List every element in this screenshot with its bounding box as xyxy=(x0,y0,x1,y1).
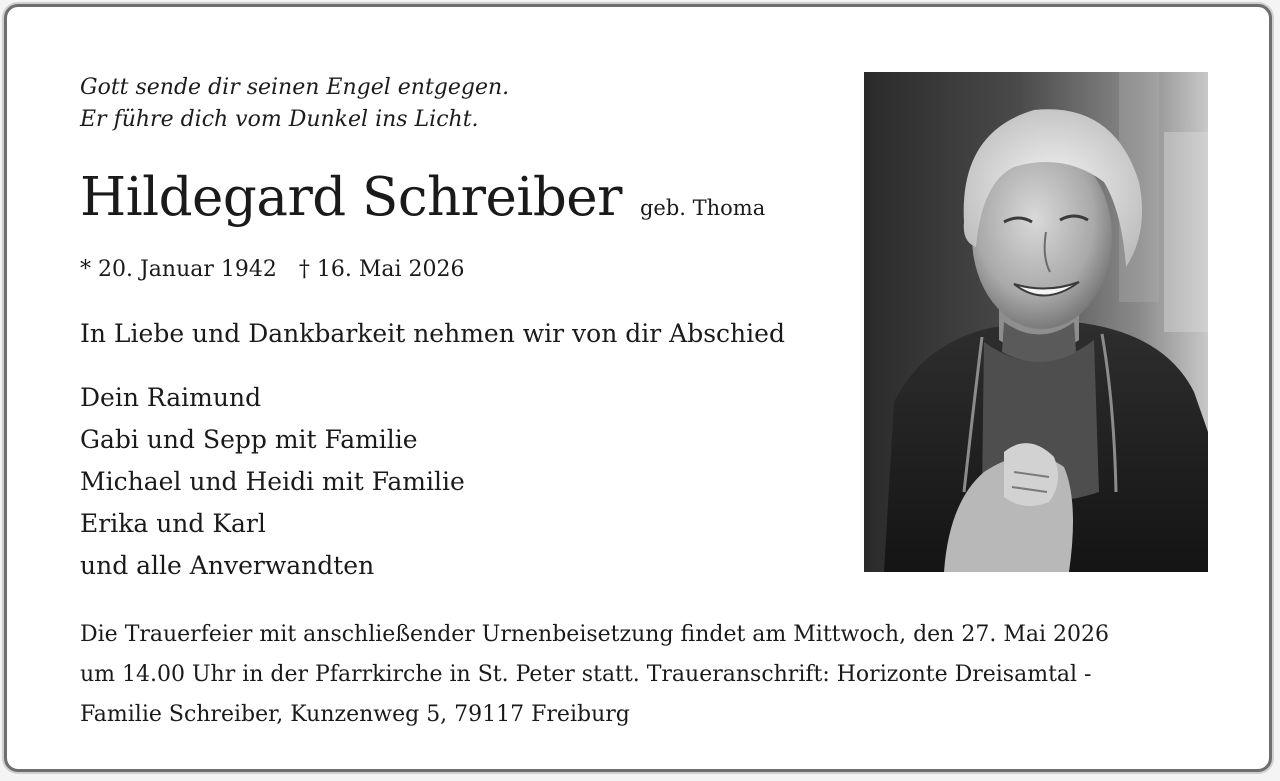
birth-date: * 20. Januar 1942 xyxy=(80,257,277,282)
mourner-item: Gabi und Sepp mit Familie xyxy=(80,425,418,454)
mourner-item: Michael und Heidi mit Familie xyxy=(80,467,465,496)
obituary-notice xyxy=(4,4,1272,772)
verse-quote xyxy=(80,72,509,136)
service-announcement xyxy=(80,615,1220,735)
mourner-item: und alle Anverwandten xyxy=(80,551,375,580)
verse-line: Gott sende dir seinen Engel entgegen. xyxy=(80,75,510,100)
maiden-name: geb. Thoma xyxy=(639,196,766,220)
portrait-photo xyxy=(864,72,1208,572)
service-line: um 14.00 Uhr in der Pfarrkirche in St. Peter statt. Traueranschrift: Horizonte Dreisamtal - xyxy=(80,662,1092,687)
portrait-illustration xyxy=(864,72,1208,572)
name-heading xyxy=(80,167,765,228)
service-line: Familie Schreiber, Kunzenweg 5, 79117 Freiburg xyxy=(80,702,630,727)
mourners-list xyxy=(80,377,465,587)
death-date: † 16. Mai 2026 xyxy=(298,257,465,282)
verse-line: Er führe dich vom Dunkel ins Licht. xyxy=(80,107,479,132)
life-dates xyxy=(80,257,465,282)
service-line: Die Trauerfeier mit anschließender Urnenbeisetzung findet am Mittwoch, den 27. Mai 2026 xyxy=(80,622,1109,647)
mourner-item: Dein Raimund xyxy=(80,383,262,412)
mourner-item: Erika und Karl xyxy=(80,509,266,538)
farewell-text: In Liebe und Dankbarkeit nehmen wir von dir Abschied xyxy=(80,319,785,348)
deceased-name: Hildegard Schreiber xyxy=(80,167,622,228)
